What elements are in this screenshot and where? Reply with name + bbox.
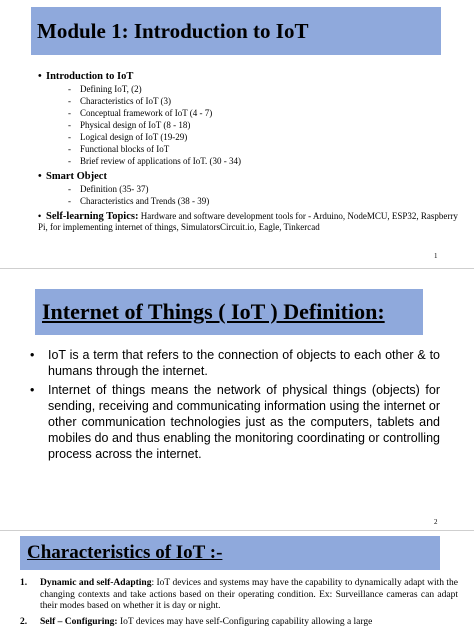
section-heading-text: Introduction to IoT — [46, 71, 134, 82]
list-item-text: Physical design of IoT (8 - 18) — [80, 120, 191, 130]
slide-2-title-text: Internet of Things ( IoT ) Definition: — [42, 299, 385, 324]
page-number: 1 — [434, 252, 438, 260]
section-heading — [38, 171, 458, 183]
item-lead: Self – Configuring: — [40, 616, 118, 627]
item-text: : IoT devices and systems may have the capability to dynamically adapt with the changing contexts and take actions based on their operating condition. Ex: Surveillance cameras can adapt their modes based on whether it is day or night. — [40, 578, 459, 611]
list-item — [38, 183, 458, 195]
list-item-text: Brief review of applications of IoT. (30 - 34) — [80, 156, 242, 166]
list-item — [38, 155, 458, 167]
list-item-text: IoT is a term that refers to the connection of objects to each other & to humans through the internet. — [48, 348, 440, 378]
dash-icon: - — [68, 108, 71, 118]
list-item-text: Characteristics of IoT (3) — [80, 96, 172, 106]
list-item-text: Logical design of IoT (19-29) — [80, 132, 188, 142]
list-item — [30, 347, 440, 379]
dash-icon: - — [68, 184, 71, 194]
self-learning-label: Self-learning Topics: — [46, 211, 139, 222]
slide-divider — [0, 530, 474, 531]
list-item-text: Defining IoT, (2) — [80, 84, 142, 94]
bullet-icon: • — [38, 211, 42, 221]
bullet-icon: • — [30, 348, 35, 362]
list-item-text: Conceptual framework of IoT (4 - 7) — [80, 108, 213, 118]
dash-icon: - — [68, 144, 71, 154]
section-heading-text: Smart Object — [46, 171, 107, 182]
slide-divider — [0, 268, 474, 269]
slide-2-title — [35, 289, 423, 335]
list-item — [20, 578, 458, 613]
dash-icon: - — [68, 96, 71, 106]
item-number: 1. — [20, 578, 28, 588]
dash-icon: - — [68, 120, 71, 130]
self-learning-topics — [38, 211, 458, 233]
characteristics-list — [20, 578, 458, 632]
item-number: 2. — [20, 616, 28, 627]
list-item — [20, 617, 458, 629]
self-learning-text: Hardware and software development tools for - Arduino, NodeMCU, ESP32, Raspberry Pi, for implementing internet of things, SimulatorsCircuit.io, Eagle, Tinkercad — [38, 211, 458, 232]
slide-1-title: Module 1: Introduction to IoT — [31, 7, 441, 55]
list-item — [38, 95, 458, 107]
list-item — [30, 382, 440, 462]
bullet-icon: • — [38, 71, 42, 82]
item-text: IoT devices may have self-Configuring capability allowing a large — [117, 616, 373, 627]
list-item — [38, 143, 458, 155]
bullet-icon: • — [30, 383, 35, 397]
slide-1 — [0, 0, 474, 265]
list-item-text: Definition (35- 37) — [80, 184, 149, 194]
section-heading — [38, 71, 458, 83]
slide-3-title — [20, 536, 440, 570]
page-number: 2 — [434, 518, 438, 526]
dash-icon: - — [68, 132, 71, 142]
list-item-text: Characteristics and Trends (38 - 39) — [80, 196, 210, 206]
list-item — [38, 195, 458, 207]
list-item-text: Internet of things means the network of physical things (objects) for sending, receiving and communicating information using the internet or other communication technologies just as the computers, tablets and mobiles do and thus enabling the monitoring coordinating or controlling process across the internet. — [48, 383, 440, 461]
module-outline — [38, 70, 458, 233]
list-item — [38, 83, 458, 95]
list-item — [38, 107, 458, 119]
dash-icon: - — [68, 196, 71, 206]
slide-3-title-text: Characteristics of IoT :- — [27, 542, 223, 563]
dash-icon: - — [68, 156, 71, 166]
bullet-icon: • — [38, 171, 42, 182]
list-item — [38, 119, 458, 131]
dash-icon: - — [68, 84, 71, 94]
item-lead: Dynamic and self-Adapting — [40, 578, 152, 588]
list-item-text: Functional blocks of IoT — [80, 144, 170, 154]
list-item — [38, 131, 458, 143]
definition-list — [30, 347, 440, 465]
